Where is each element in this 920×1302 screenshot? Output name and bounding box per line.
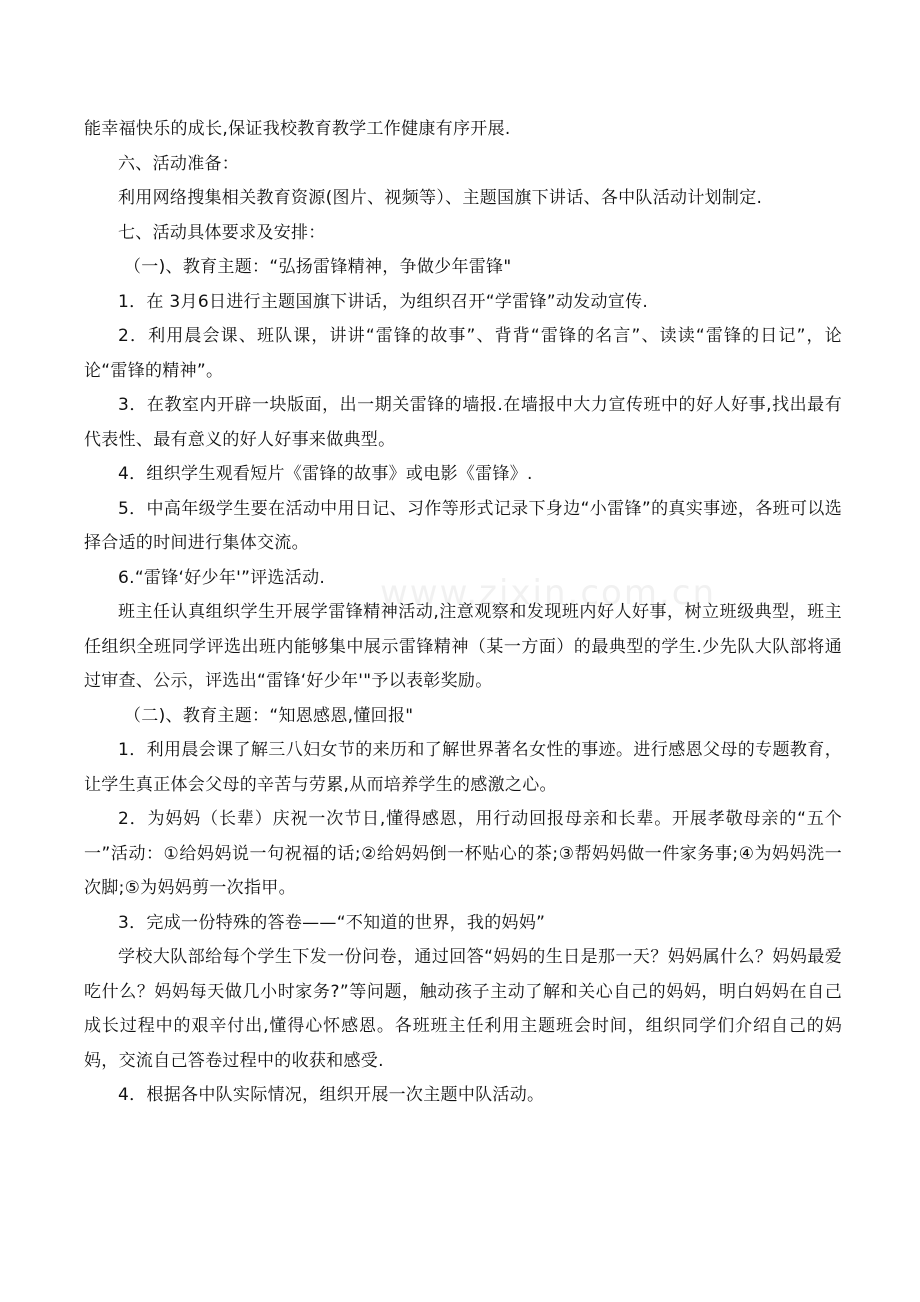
subheading-theme-1: （一)、教育主题：“弘扬雷锋精神，争做少年雷锋" [124,257,512,277]
document-body [84,112,842,1113]
paragraph-body: 班主任认真组织学生开展学雷锋精神活动,注意观察和发现班内好人好事，树立班级典型，班主任组织全班同学评选出班内能够集中展示雷锋精神（某一方面）的最典型的学生.少先队大队部将通过审查、公示，评选出“雷锋‘好少年'"予以表彰奖励。 [84,602,842,691]
list-item: 3．在教室内开辟一块版面，出一期关雷锋的墙报.在墙报中大力宣传班中的好人好事,找出最有代表性、最有意义的好人好事来做典型。 [84,395,842,450]
watermark: www.zixin.com.cn [380,573,716,613]
section-heading-requirements: 七、活动具体要求及安排： [118,222,326,243]
list-item: 4．组织学生观看短片《雷锋的故事》或电影《雷锋》. [118,464,533,484]
subheading-theme-2: （二)、教育主题：“知恩感恩,懂回报" [124,705,414,726]
paragraph-preparation: 利用网络搜集相关教育资源(图片、视频等）、主题国旗下讲话、各中队活动计划制定. [118,188,763,208]
list-item: 2．为妈妈（长辈）庆祝一次节日,懂得感恩，用行动回报母亲和长辈。开展孝敬母亲的“五个一”活动：①给妈妈说一句祝福的话;②给妈妈倒一杯贴心的茶;③帮妈妈做一件家务事;④为妈妈洗一次脚;⑤为妈妈剪一次指甲。 [84,809,842,898]
list-item: 1．在 3月6日进行主题国旗下讲话，为组织召开“学雷锋”动发动宣传. [118,291,649,312]
list-item: 5．中高年级学生要在活动中用日记、习作等形式记录下身边“小雷锋”的真实事迹，各班可以选择合适的时间进行集体交流。 [84,498,842,553]
paragraph-continuation: 能幸福快乐的成长,保证我校教育教学工作健康有序开展. [84,119,511,139]
section-heading-preparation: 六、活动准备： [118,153,240,174]
list-item: 3．完成一份特殊的答卷——“不知道的世界，我的妈妈” [118,912,546,933]
list-item: 1．利用晨会课了解三八妇女节的来历和了解世界著名女性的事迹。进行感恩父母的专题教育，让学生真正体会父母的辛苦与劳累,从而培养学生的感激之心。 [84,740,842,795]
list-item: 2．利用晨会课、班队课，讲讲“雷锋的故事”、背背“雷锋的名言”、读读“雷锋的日记”，论论“雷锋的精神”。 [84,326,842,381]
paragraph-body: 学校大队部给每个学生下发一份问卷，通过回答“妈妈的生日是那一天？妈妈属什么？妈妈最爱吃什么？妈妈每天做几小时家务?”等问题，触动孩子主动了解和关心自己的妈妈，明白妈妈在自己成长过程中的艰辛付出,懂得心怀感恩。各班班主任利用主题班会时间，组织同学们介绍自己的妈妈，交流自己答卷过程中的收获和感受. [84,947,842,1071]
list-item: 4．根据各中队实际情况，组织开展一次主题中队活动。 [118,1085,545,1105]
list-item: 6.“雷锋‘好少年'”评选活动. [118,567,326,588]
